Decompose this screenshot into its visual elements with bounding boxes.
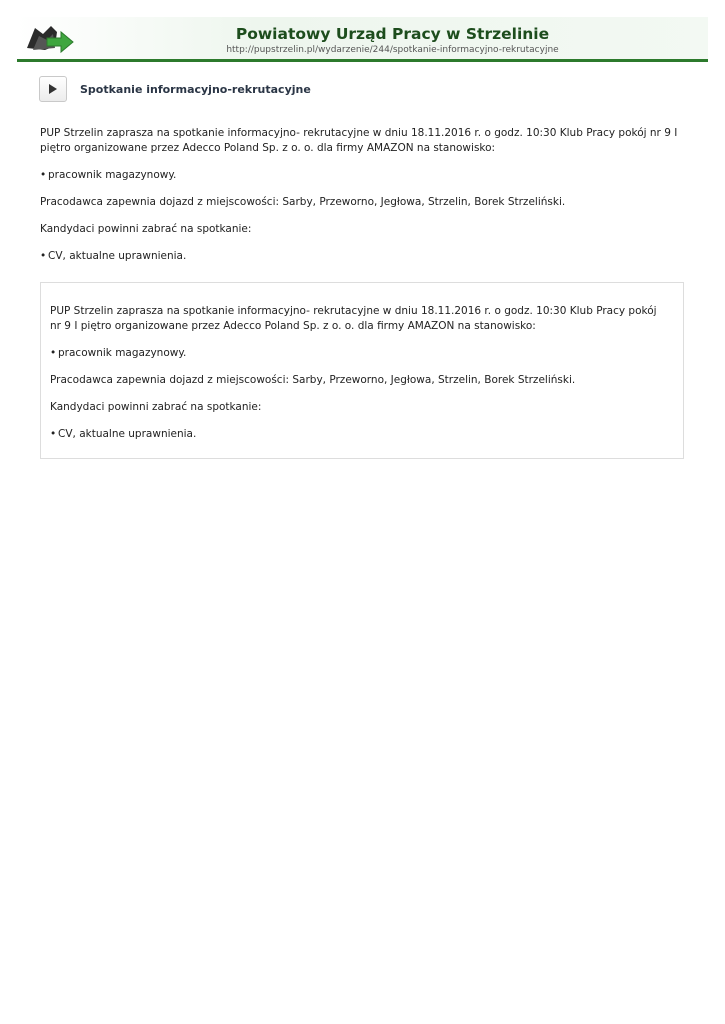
bullet-icon: • [40, 169, 47, 181]
header-divider [17, 59, 708, 62]
bullet-icon: • [50, 428, 57, 440]
event-icon-box [39, 76, 67, 102]
transport-text: Pracodawca zapewnia dojazd z miejscowości: Sarby, Przeworno, Jegłowa, Strzelin, Borek Strzeliński. [40, 196, 566, 208]
play-arrow-icon [48, 83, 58, 95]
box-bring-list-item [50, 427, 665, 442]
event-details-box [40, 282, 684, 459]
event-description [40, 126, 680, 276]
bring-label: Kandydaci powinni zabrać na spotkanie: [40, 223, 252, 235]
bring-list-item [40, 249, 680, 264]
box-intro-text: PUP Strzelin zaprasza na spotkanie informacyjno- rekrutacyjne w dniu 18.11.2016 r. o godz. 10:30 Klub Pracy pokój nr 9 I piętro organizowane przez Adecco Poland Sp. z o. o. dla firmy AMAZON na stanowisko: [50, 305, 657, 332]
site-title: Powiatowy Urząd Pracy w Strzelinie [235, 25, 550, 43]
bullet-icon: • [50, 347, 57, 359]
box-position-text: pracownik magazynowy. [58, 347, 187, 359]
event-details-content [50, 304, 665, 454]
box-transport-text: Pracodawca zapewnia dojazd z miejscowości: Sarby, Przeworno, Jegłowa, Strzelin, Borek Strzeliński. [50, 374, 576, 386]
box-bring-label: Kandydaci powinni zabrać na spotkanie: [50, 401, 262, 413]
position-text: pracownik magazynowy. [48, 169, 177, 181]
bullet-icon: • [40, 250, 47, 262]
box-position-list-item [50, 346, 665, 361]
bring-items-text: CV, aktualne uprawnienia. [48, 250, 187, 262]
event-title: Spotkanie informacyjno-rekrutacyjne [80, 83, 311, 96]
page-url: http://pupstrzelin.pl/wydarzenie/244/spotkanie-informacyjno-rekrutacyjne [226, 45, 559, 55]
box-bring-items-text: CV, aktualne uprawnienia. [58, 428, 197, 440]
pup-logo-icon [25, 22, 77, 56]
position-list-item [40, 168, 680, 183]
event-intro-text: PUP Strzelin zaprasza na spotkanie informacyjno- rekrutacyjne w dniu 18.11.2016 r. o godz. 10:30 Klub Pracy pokój nr 9 I piętro organizowane przez Adecco Poland Sp. z o. o. dla firmy AMAZON na stanowisko: [40, 127, 678, 154]
